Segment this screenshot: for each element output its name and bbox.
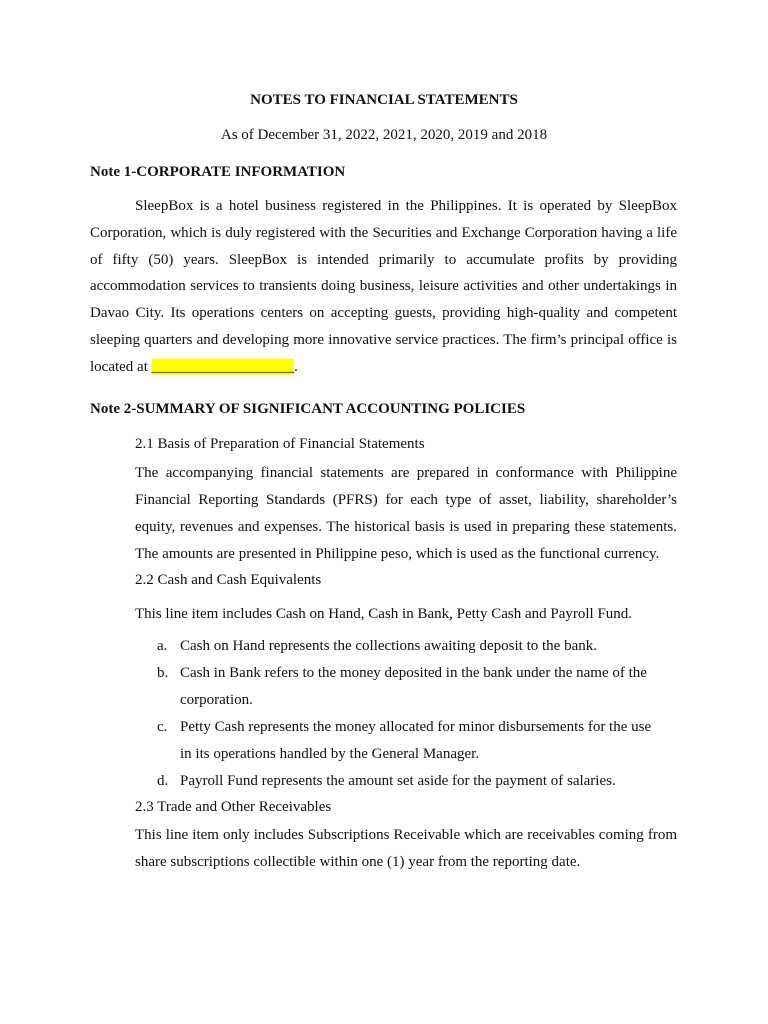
list-item-text: Cash in Bank refers to the money deposited in the bank under the name of the corporation. xyxy=(180,665,647,708)
list-item xyxy=(135,633,655,660)
note1-text: SleepBox is a hotel business registered in the Philippines. It is operated by SleepBox Corporation, which is duly registered with the Securities and Exchange Corporation having a life of fifty (50) years. SleepBox is intended primarily to accumulate profits by providing accommodation services to transients doing business, leisure activities and other undertakings in Davao City. Its operations centers on accepting guests, providing high-quality and competent sleeping quarters and developing more innovative service practices. The firm’s principal office is located at xyxy=(90,198,677,375)
list-marker: b. xyxy=(157,665,169,681)
list-item xyxy=(135,768,655,795)
note2-heading: Note 2-SUMMARY OF SIGNIFICANT ACCOUNTING POLICIES xyxy=(90,401,526,417)
list-item xyxy=(135,660,655,714)
list-item-text: Cash on Hand represents the collections awaiting deposit to the bank. xyxy=(180,638,597,654)
section-2-3-title: 2.3 Trade and Other Receivables xyxy=(135,799,332,815)
section-2-1-body: The accompanying financial statements are prepared in conformance with Philippine Financial Reporting Standards (PFRS) for each type of asset, liability, shareholder’s equity, revenues and expenses. The historical basis is used in preparing these statements. The amounts are presented in Philippine peso, which is used as the functional currency. xyxy=(135,465,677,562)
list-item xyxy=(135,714,655,768)
office-address-blank: ___________________ xyxy=(151,358,295,375)
section-2-2-title: 2.2 Cash and Cash Equivalents xyxy=(135,572,322,588)
section-2-3-body: This line item only includes Subscriptions Receivable which are receivables coming from share subscriptions collectible within one (1) year from the reporting date. xyxy=(135,827,677,870)
list-item-text: Payroll Fund represents the amount set aside for the payment of salaries. xyxy=(180,773,616,789)
list-marker: c. xyxy=(157,719,168,735)
section-2-1-title: 2.1 Basis of Preparation of Financial Statements xyxy=(135,436,425,452)
note1-heading: Note 1-CORPORATE INFORMATION xyxy=(90,164,346,180)
list-marker: a. xyxy=(157,638,168,654)
page-subtitle: As of December 31, 2022, 2021, 2020, 2019 and 2018 xyxy=(220,127,548,143)
note1-body xyxy=(90,193,677,381)
section-2-2-intro: This line item includes Cash on Hand, Cash in Bank, Petty Cash and Payroll Fund. xyxy=(135,606,633,622)
list-marker: d. xyxy=(157,773,169,789)
cash-items-list xyxy=(135,633,655,795)
list-item-text: Petty Cash represents the money allocated for minor disbursements for the use in its operations handled by the General Manager. xyxy=(180,719,652,762)
page-title: NOTES TO FINANCIAL STATEMENTS xyxy=(250,92,518,108)
note1-end: . xyxy=(294,358,298,375)
